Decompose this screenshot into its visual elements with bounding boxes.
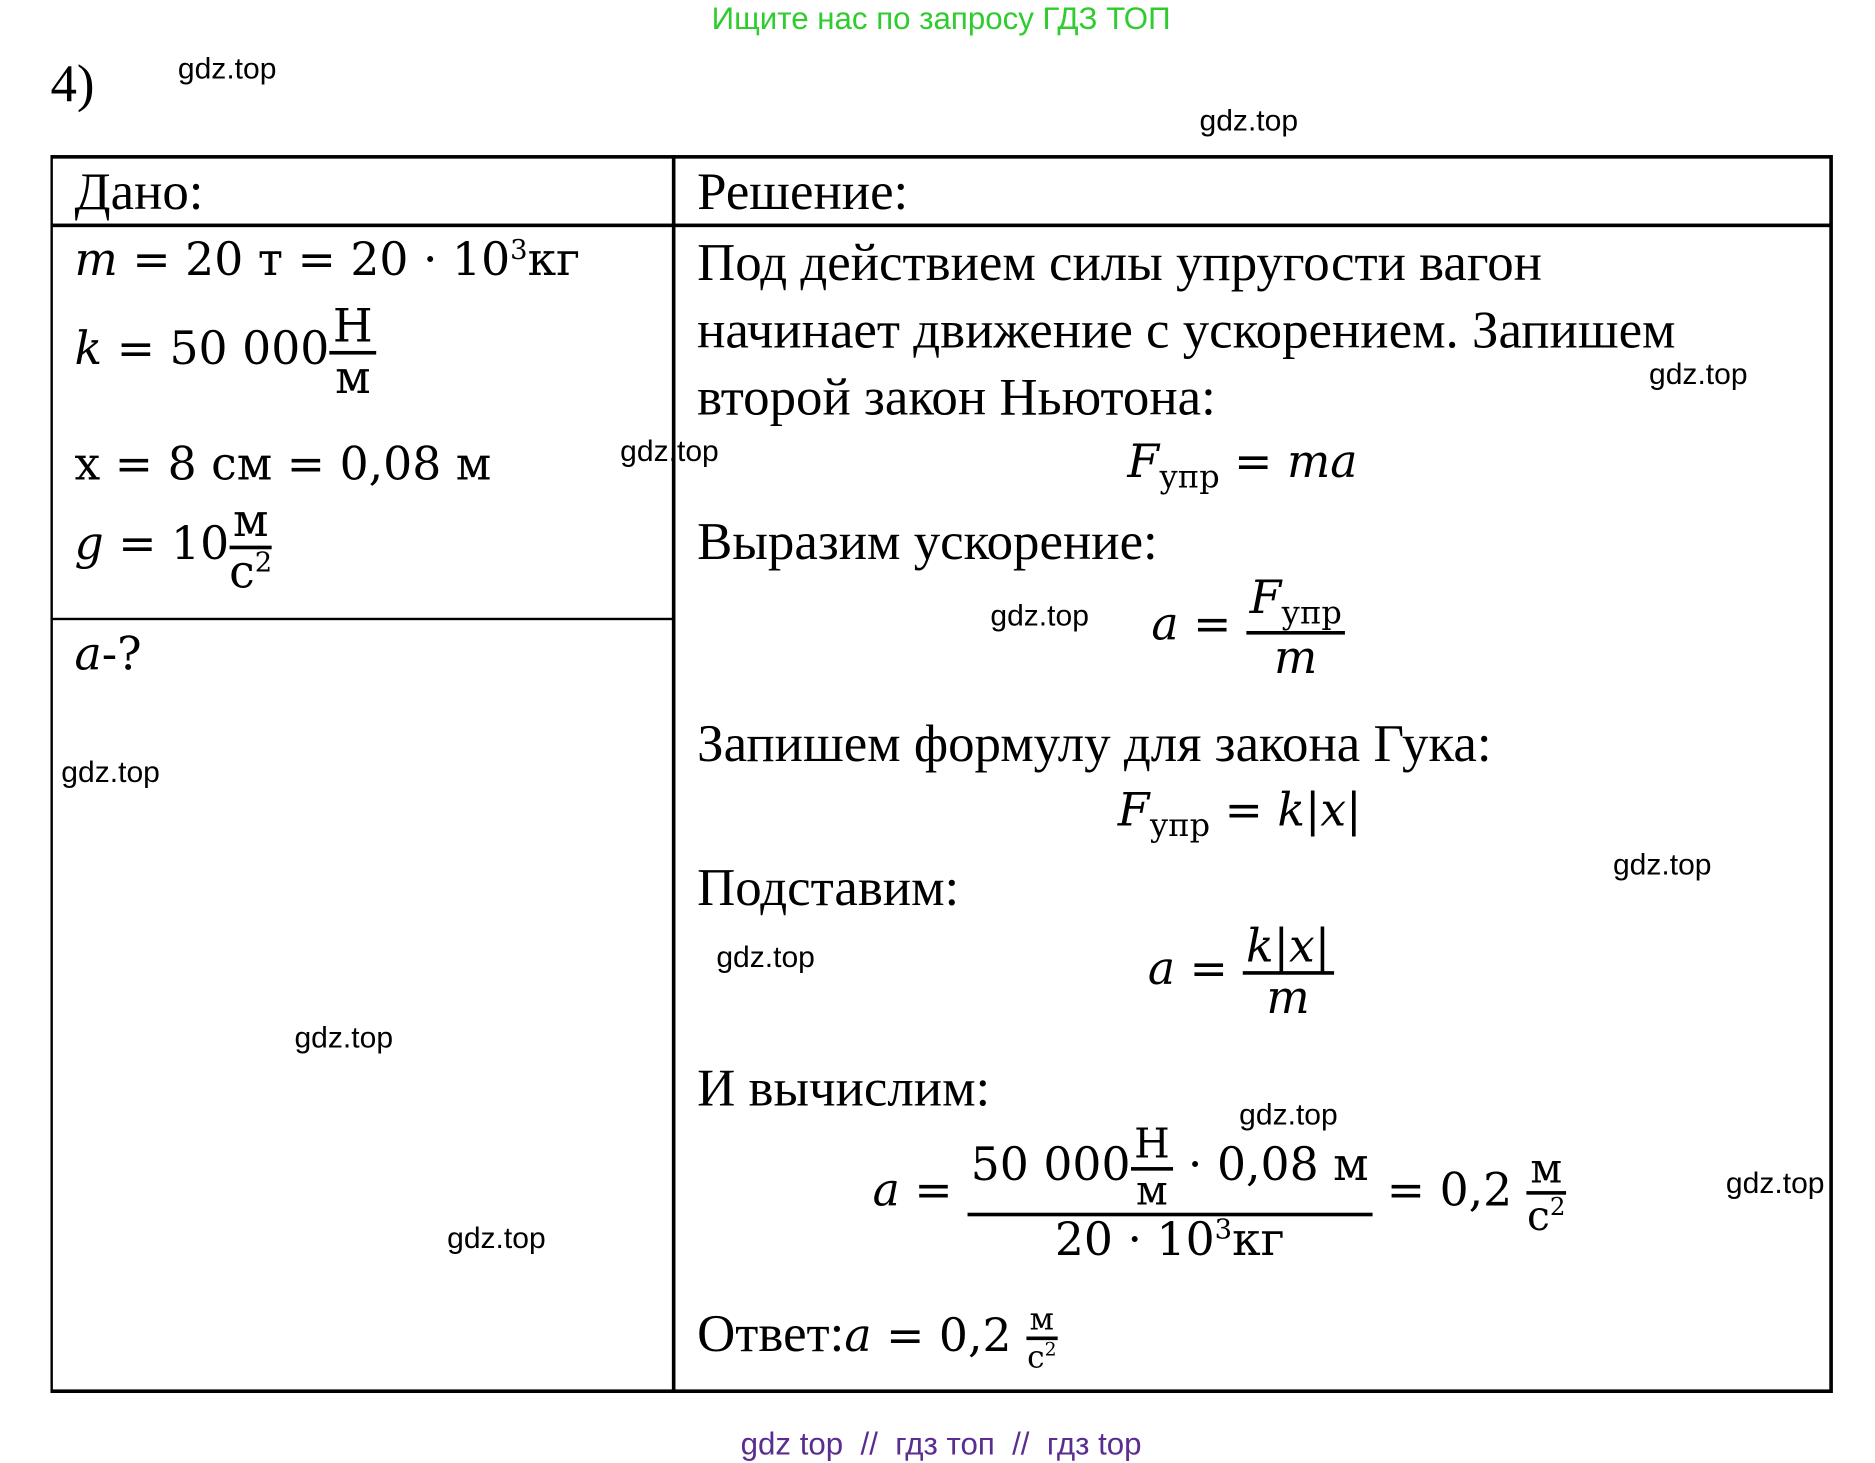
watermark: gdz.top <box>716 940 815 975</box>
equation-newton: $F_{упр}$ = ma <box>1127 435 1358 496</box>
watermark: gdz.top <box>990 599 1089 633</box>
table-border-left <box>50 155 52 1393</box>
equation-hooke: $F_{упр} = k|x|$ <box>1117 783 1362 845</box>
given-title: Дано: <box>74 162 204 222</box>
watermark: gdz.top <box>294 1021 394 1055</box>
solution-title: Решение: <box>697 162 909 222</box>
given-mass: m = 20 $т = 20 \cdot 10^3кг$ <box>74 233 581 287</box>
watermark: gdz.top <box>177 52 277 86</box>
problem-number: 4) <box>50 54 95 113</box>
find-quantity: a-? <box>74 627 142 681</box>
solution-text-line: Подставим: <box>697 858 960 918</box>
search-banner[interactable]: Ищите нас по запросу ГДЗ ТОП <box>711 0 1171 37</box>
table-border-top <box>50 155 1831 159</box>
watermark: gdz.top <box>1649 357 1748 392</box>
given-displacement: x = 8 см = 0,08 м <box>74 437 492 491</box>
solution-text-line: Под действием силы упругости вагон <box>697 233 1542 293</box>
header-row-divider <box>50 224 1831 228</box>
watermark: gdz.top <box>447 1221 546 1256</box>
given-find-divider <box>50 618 673 620</box>
watermark: gdz.top <box>1239 1097 1338 1132</box>
solution-text-line: Выразим ускорение: <box>697 512 1158 571</box>
table-border-right <box>1829 155 1833 1393</box>
watermark: gdz.top <box>620 434 719 469</box>
solution-text-line: начинает движение с ускорением. Запишем <box>697 300 1676 360</box>
watermark: gdz.top <box>1199 103 1299 138</box>
table-border-bottom <box>50 1389 1831 1393</box>
given-gravity: g = 10 $\frac{м}{с^2}$ <box>74 493 273 599</box>
answer: Ответ:a = 0,2 $\frac{м}{с^2}$ <box>697 1301 1057 1376</box>
solution-text-line: Запишем формулу для закона Гука: <box>697 713 1492 773</box>
given-stiffness: k = 50 000 $\frac{Н}{м}$ <box>75 303 377 402</box>
watermark: gdz.top <box>1612 847 1712 882</box>
column-divider <box>672 155 676 1393</box>
solution-text-line: второй закон Ньютона: <box>697 367 1216 427</box>
watermark: gdz.top <box>61 755 160 790</box>
equation-calculation: a = 50 000 $\frac{Н}{м}$ · 0,08 м $20 \cdot 10^3кг$ = 0,2 $\frac{м}{с^2}$ <box>872 1120 1566 1267</box>
solution-text-line: И вычислим: <box>697 1058 991 1118</box>
equation-acceleration: a = $\frac{F_{упр}}{m}$ <box>1151 575 1345 682</box>
footer-links[interactable]: gdz top // гдз топ // гдз top <box>740 1425 1142 1462</box>
equation-substituted: a = $\frac{k|x|}{m}$ <box>1148 923 1334 1022</box>
watermark: gdz.top <box>1725 1166 1825 1201</box>
